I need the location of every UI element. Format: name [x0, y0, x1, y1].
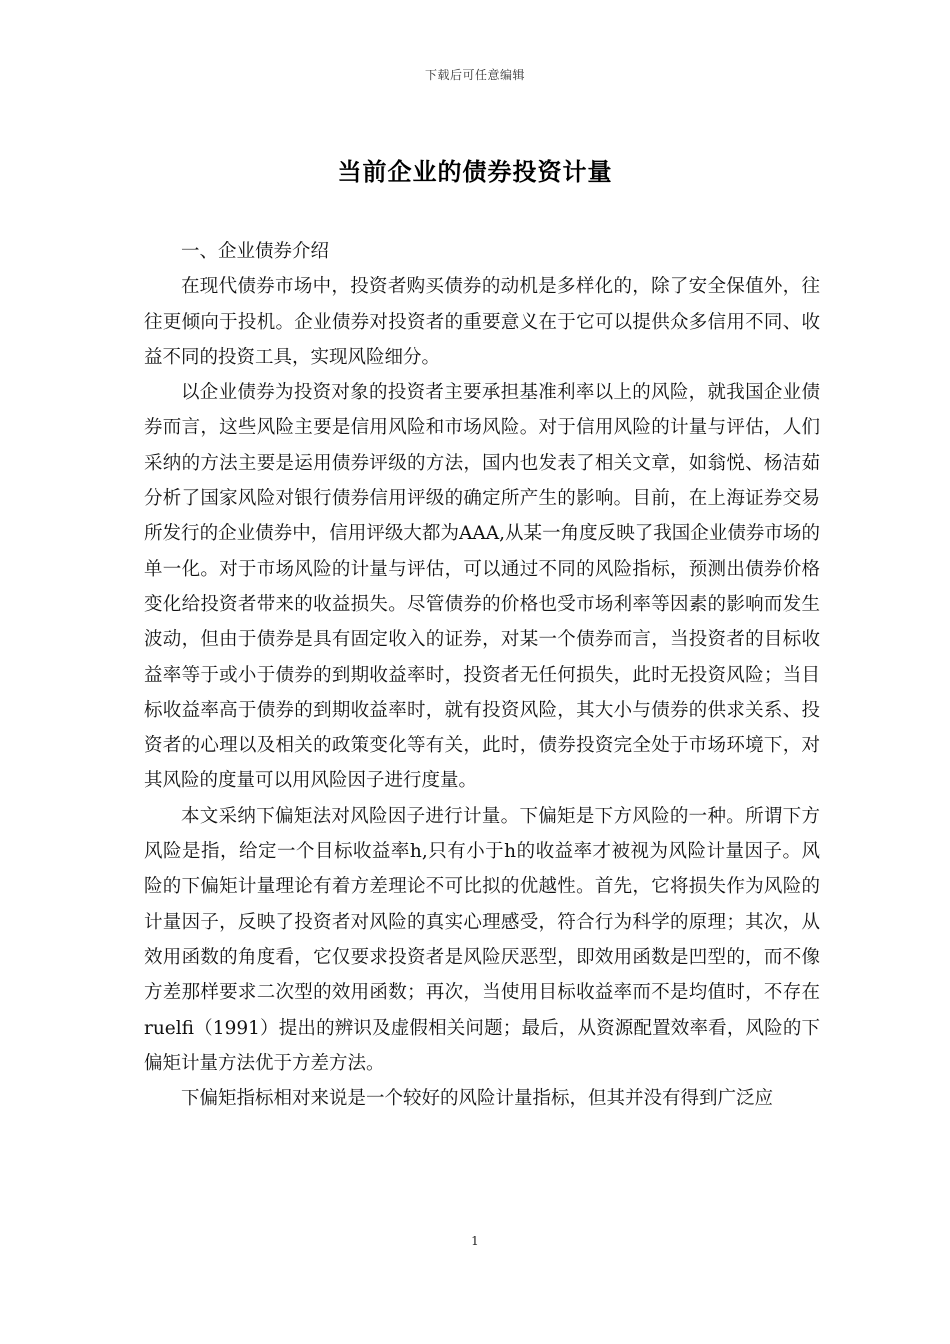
document-title: 当前企业的债券投资计量: [337, 157, 613, 186]
body-paragraph: 在现代债券市场中，投资者购买债券的动机是多样化的，除了安全保值外，往往更倾向于投机。企业债券对投资者的重要意义在于它可以提供众多信用不同、收益不同的投资工具，实现风险细分。: [144, 276, 820, 368]
page-number: 1: [471, 1234, 479, 1248]
body-paragraph: 以企业债券为投资对象的投资者主要承担基准利率以上的风险，就我国企业债券而言，这些风险主要是信用风险和市场风险。对于信用风险的计量与评估，人们采纳的方法主要是运用债券评级的方法，国内也发表了相关文章，如翁悦、杨洁茹分析了国家风险对银行债券信用评级的确定所产生的影响。目前，在上海证券交易所发行的企业债券中，信用评级大都为AAA,从某一角度反映了我国企业债券市场的单一化。对于市场风险的计量与评估，可以通过不同的风险指标，预测出债券价格变化给投资者带来的收益损失。尽管债券的价格也受市场利率等因素的影响而发生波动，但由于债券是具有固定收入的证券，对某一个债券而言，当投资者的目标收益率等于或小于债券的到期收益率时，投资者无任何损失，此时无投资风险；当目标收益率高于债券的到期收益率时，就有投资风险，其大小与债券的供求关系、投资者的心理以及相关的政策变化等有关，此时，债券投资完全处于市场环境下，对其风险的度量可以用风险因子进行度量。: [144, 382, 820, 792]
page-header-note: 下载后可任意编辑: [424, 68, 525, 82]
body-paragraph: 下偏矩指标相对来说是一个较好的风险计量指标，但其并没有得到广泛应: [181, 1088, 774, 1110]
section-heading: 一、企业债券介绍: [181, 241, 330, 262]
body-paragraph: 本文采纳下偏矩法对风险因子进行计量。下偏矩是下方风险的一种。所谓下方风险是指，给定一个目标收益率h,只有小于h的收益率才被视为风险计量因子。风险的下偏矩计量理论有着方差理论不可比拟的优越性。首先，它将损失作为风险的计量因子，反映了投资者对风险的真实心理感受，符合行为科学的原理；其次，从效用函数的角度看，它仅要求投资者是风险厌恶型，即效用函数是凹型的，而不像方差那样要求二次型的效用函数；再次，当使用目标收益率而不是均值时，不存在ruelfi（1991）提出的辨识及虚假相关问题；最后，从资源配置效率看，风险的下偏矩计量方法优于方差方法。: [144, 805, 820, 1074]
document-body: [144, 234, 820, 1116]
